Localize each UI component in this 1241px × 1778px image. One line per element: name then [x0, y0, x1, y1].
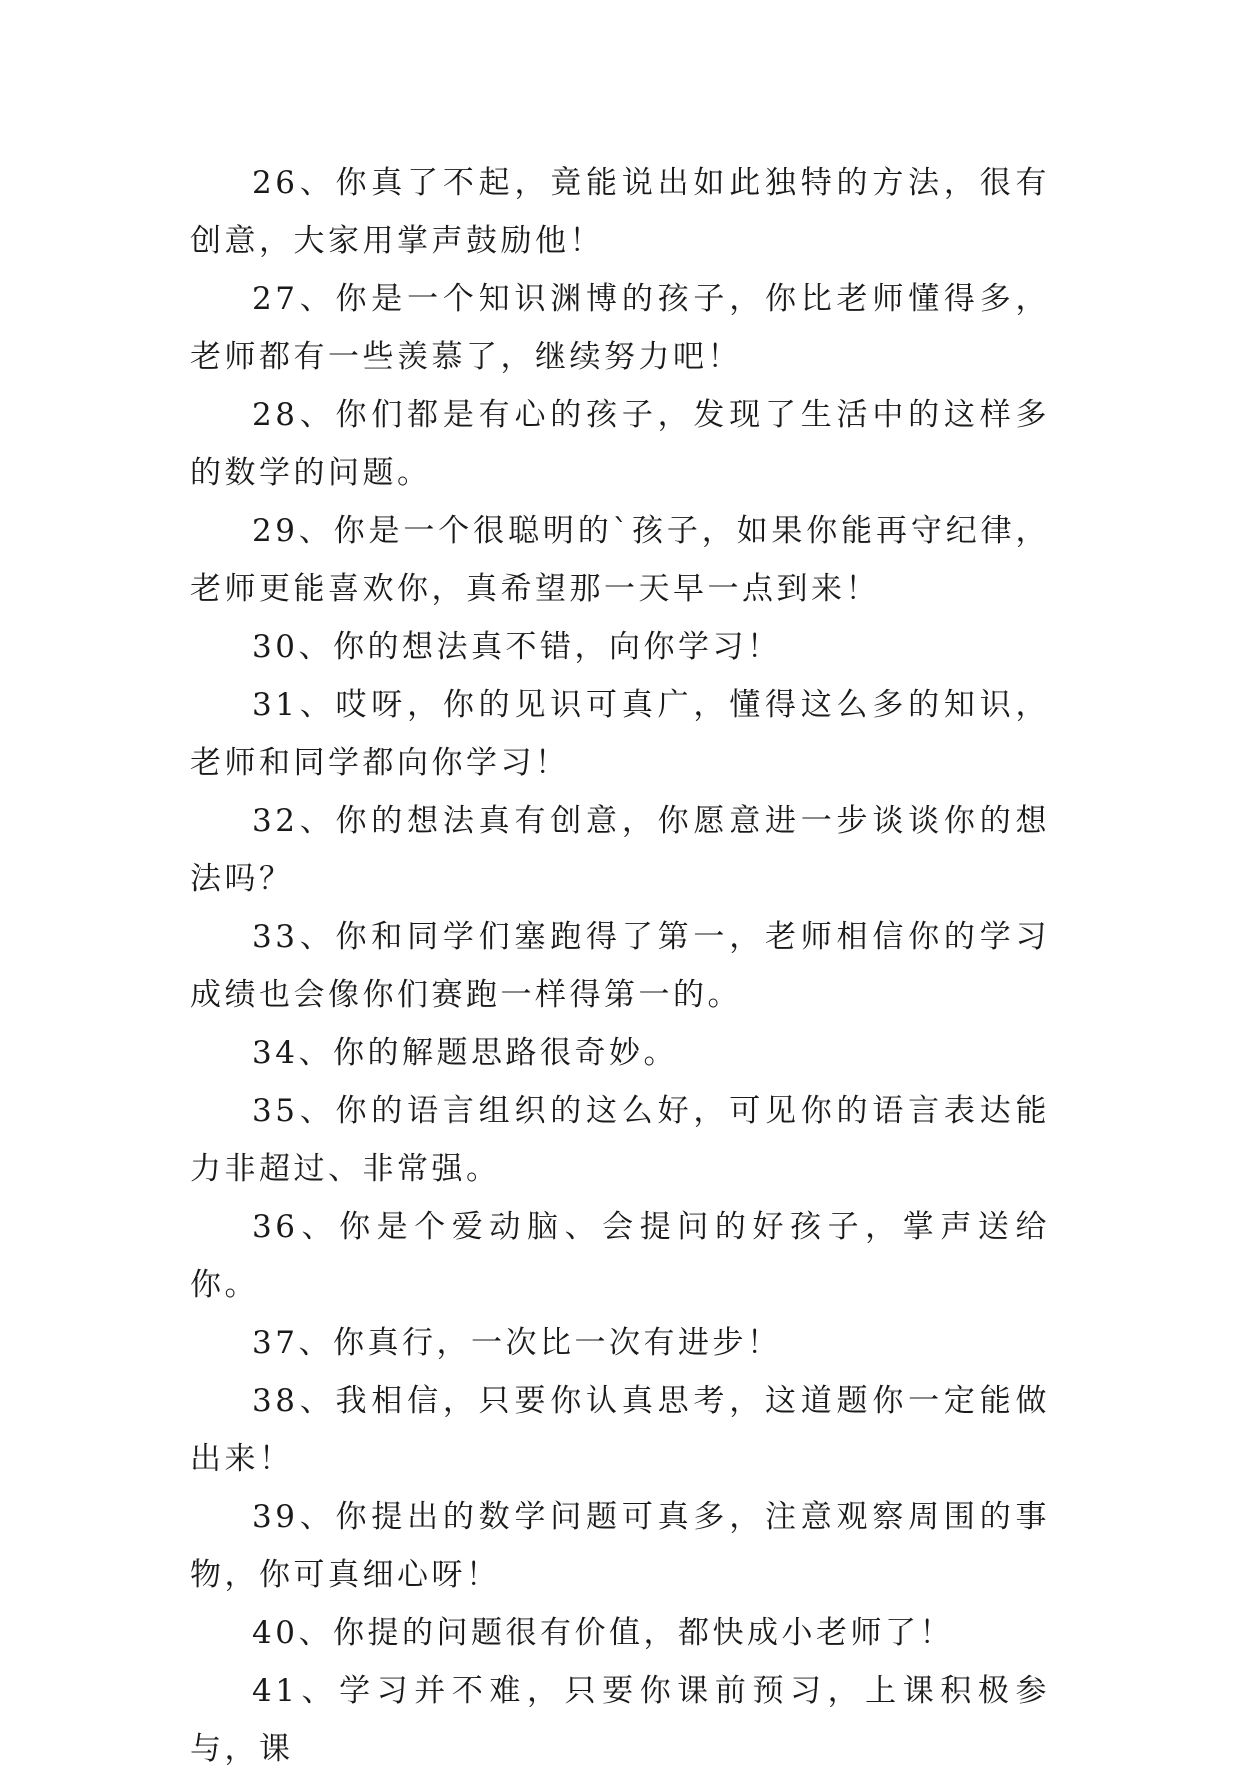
paragraph-32: 32、你的想法真有创意，你愿意进一步谈谈你的想法吗？ — [190, 803, 1050, 897]
paragraph-31: 31、哎呀，你的见识可真广，懂得这么多的知识，老师和同学都向你学习！ — [190, 687, 1050, 781]
paragraph-38: 38、我相信，只要你认真思考，这道题你一定能做出来！ — [190, 1383, 1050, 1477]
paragraph-30: 30、你的想法真不错，向你学习！ — [252, 629, 782, 665]
paragraph-40: 40、你提的问题很有价值，都快成小老师了！ — [252, 1615, 954, 1651]
paragraph-33: 33、你和同学们塞跑得了第一，老师相信你的学习成绩也会像你们赛跑一样得第一的。 — [190, 919, 1050, 1013]
paragraph-37: 37、你真行，一次比一次有进步！ — [252, 1325, 782, 1361]
paragraph-39: 39、你提出的数学问题可真多，注意观察周围的事物，你可真细心呀！ — [190, 1499, 1050, 1593]
paragraph-29: 29、你是一个很聪明的`孩子，如果你能再守纪律，老师更能喜欢你，真希望那一天早一点到来！ — [190, 513, 1050, 607]
paragraph-27: 27、你是一个知识渊博的孩子，你比老师懂得多，老师都有一些羡慕了，继续努力吧！ — [190, 281, 1050, 375]
paragraph-36: 36、你是个爱动脑、会提问的好孩子，掌声送给你。 — [190, 1209, 1050, 1303]
paragraph-34: 34、你的解题思路很奇妙。 — [252, 1035, 678, 1071]
paragraph-28: 28、你们都是有心的孩子，发现了生活中的这样多的数学的问题。 — [190, 397, 1050, 491]
paragraph-35: 35、你的语言组织的这么好，可见你的语言表达能力非超过、非常强。 — [190, 1093, 1050, 1187]
document-page — [190, 154, 1050, 1778]
paragraph-41: 41、学习并不难，只要你课前预习，上课积极参与，课 — [190, 1673, 1050, 1767]
paragraph-26: 26、你真了不起，竟能说出如此独特的方法，很有创意，大家用掌声鼓励他！ — [190, 165, 1050, 259]
